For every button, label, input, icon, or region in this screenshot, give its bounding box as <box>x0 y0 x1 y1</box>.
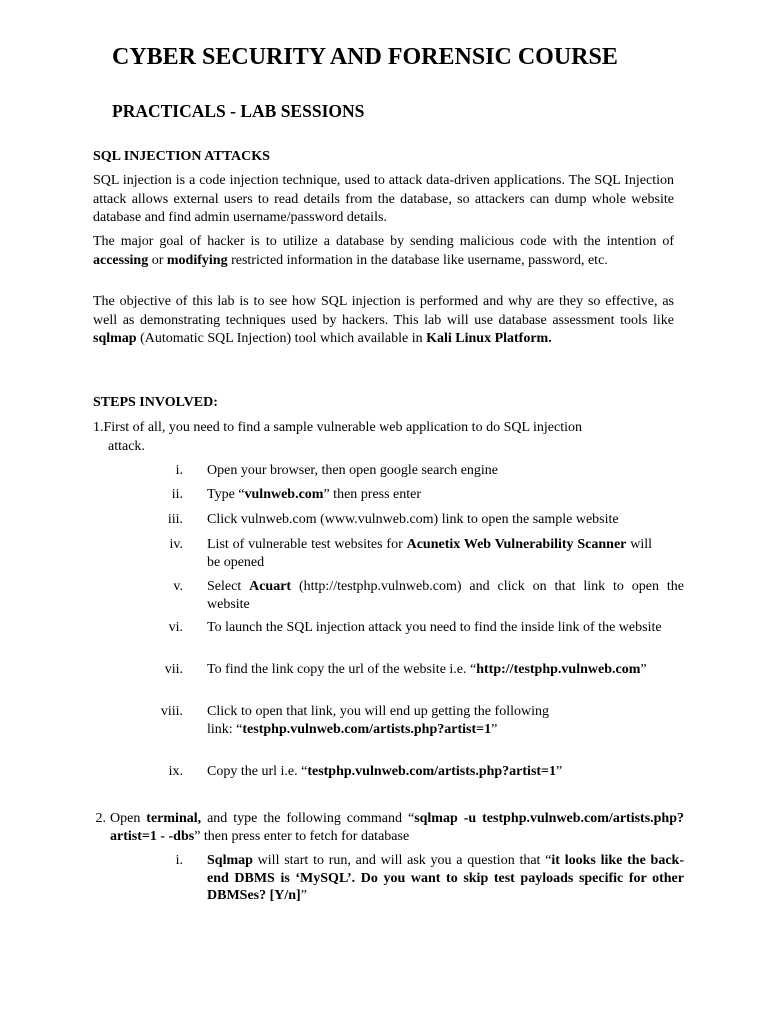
list-marker: vi. <box>168 620 183 635</box>
bold-run: accessing <box>93 252 149 268</box>
text-run: ” <box>556 764 563 779</box>
list-item <box>207 486 684 504</box>
list-item <box>207 536 652 571</box>
text-run: To launch the SQL injection attack you need to find the inside link of the website <box>207 620 662 635</box>
list-marker: vii. <box>164 662 183 677</box>
bold-run: it looks like the back-end DBMS is ‘MySQL’. Do you want to skip test payloads specific for other DBMSes? [Y/n] <box>207 853 684 903</box>
bold-run: sqlmap <box>93 331 137 346</box>
text-run: To find the link copy the url of the website i.e. “ <box>207 662 477 677</box>
text-run: restricted information in the database like username, password, etc. <box>227 252 608 268</box>
list-marker: iii. <box>167 512 183 527</box>
document-title: CYBER SECURITY AND FORENSIC COURSE <box>112 44 618 70</box>
text-run: ” then press enter <box>323 487 422 502</box>
bold-run: sqlmap -u testphp.vulnweb.com/artists.php?artist=1 - -dbs <box>110 811 684 844</box>
list-marker: ii. <box>171 487 183 502</box>
text-run: Open your browser, then open google search engine <box>207 463 499 478</box>
paragraph-objective <box>93 293 674 349</box>
text-run: Select <box>207 579 250 594</box>
list-marker: iv. <box>169 537 183 552</box>
list-item <box>207 852 684 905</box>
bold-run: Sqlmap <box>207 853 253 868</box>
bold-run: http://testphp.vulnweb.com <box>476 662 641 677</box>
text-run: List of vulnerable test websites for <box>207 537 407 552</box>
text-run: (Automatic SQL Injection) tool which available in <box>136 331 427 346</box>
text-run: Copy the url i.e. “ <box>207 764 308 779</box>
bold-run: modifying <box>166 252 228 268</box>
text-run: ” <box>640 662 647 677</box>
text-run: Open <box>110 811 147 826</box>
document-subtitle: PRACTICALS - LAB SESSIONS <box>112 101 365 121</box>
list-item <box>207 619 684 637</box>
list-item <box>207 763 684 781</box>
step-2 <box>110 810 684 845</box>
list-item <box>207 661 652 679</box>
bold-run: terminal, <box>146 811 202 826</box>
bold-run: Kali Linux Platform. <box>426 331 552 346</box>
bold-run: testphp.vulnweb.com/artists.php?artist=1 <box>307 764 557 779</box>
paragraph-goal <box>93 233 674 270</box>
list-item <box>207 462 684 480</box>
list-marker: v. <box>173 579 183 594</box>
text-run: The major goal of hacker is to utilize a database by sending malicious code with the intention of <box>93 234 674 249</box>
bold-run: vulnweb.com <box>244 487 324 502</box>
text-run: ” <box>300 888 307 903</box>
text-run: Click vulnweb.com (www.vulnweb.com) link to open the sample website <box>207 512 619 527</box>
step-1-line: attack. <box>108 438 145 454</box>
bold-run: Acuart <box>249 579 292 594</box>
text-run: The objective of this lab is to see how SQL injection is performed and why are they so effective, as well as demonstrating techniques used by hackers. This lab will use database assessment tools like <box>93 294 674 328</box>
text-run: or <box>148 252 167 268</box>
step-1-line: 1.First of all, you need to find a sample vulnerable web application to do SQL injection <box>93 420 582 435</box>
bold-run: Acunetix Web Vulnerability Scanner <box>406 537 627 552</box>
text-run: Type “ <box>207 487 245 502</box>
paragraph-intro: SQL injection is a code injection technique, used to attack data-driven applications. The SQL Injection attack allows external users to read details from the database, so attackers can dump whole website database and find admin username/password details. <box>93 173 674 225</box>
text-run: will be opened <box>207 537 653 570</box>
list-item <box>207 511 684 529</box>
list-item <box>207 703 549 738</box>
list-marker: 2. <box>95 811 106 826</box>
text-run: and type the following command “ <box>201 811 415 826</box>
step-1 <box>93 419 653 456</box>
text-run: Click to open that link, you will end up getting the following link: “ <box>207 704 549 737</box>
list-marker: viii. <box>160 704 183 719</box>
text-run: (http://testphp.vulnweb.com) and click on that link to open the website <box>207 579 684 612</box>
list-marker: i. <box>175 853 183 868</box>
list-item <box>207 578 684 613</box>
text-run: ” <box>491 721 498 737</box>
text-run: will start to run, and will ask you a question that “ <box>252 853 552 868</box>
list-marker: ix. <box>168 764 183 779</box>
section-heading-steps: STEPS INVOLVED: <box>93 395 218 410</box>
section-heading-sql-injection: SQL INJECTION ATTACKS <box>93 149 270 164</box>
text-run: ” then press enter to fetch for database <box>194 828 410 844</box>
bold-run: testphp.vulnweb.com/artists.php?artist=1 <box>242 721 492 737</box>
list-marker: i. <box>175 463 183 478</box>
